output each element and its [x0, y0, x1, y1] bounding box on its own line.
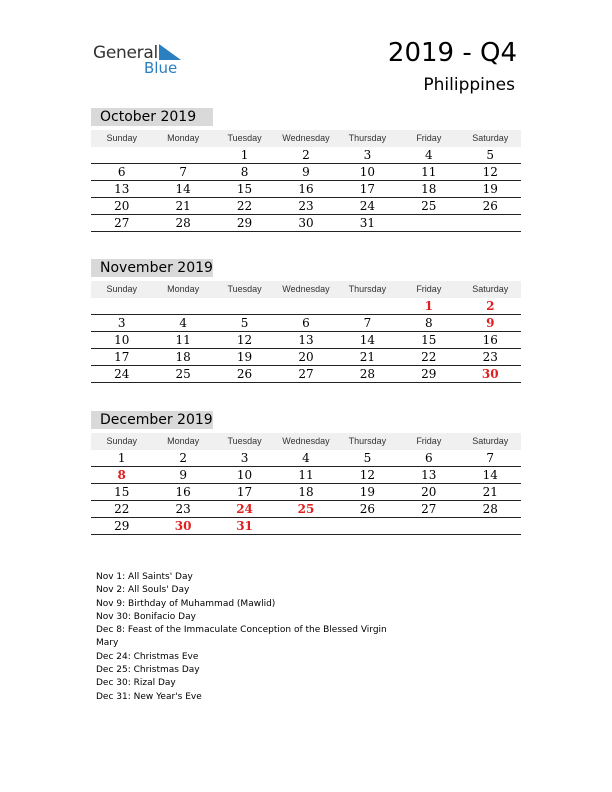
weekday-label: Friday: [416, 284, 442, 294]
country-name: Philippines: [423, 75, 515, 95]
day-cell: 12: [482, 165, 498, 179]
week-row: [91, 467, 521, 484]
month-title: October 2019: [91, 108, 213, 126]
day-cell: 17: [236, 485, 253, 499]
month-grid: [91, 281, 521, 383]
day-cell: [275, 518, 336, 534]
week-row: [91, 366, 521, 383]
day-cell: 26: [236, 367, 253, 381]
day-cell: 28: [359, 367, 376, 381]
day-cell: 21: [359, 350, 376, 364]
logo-general-text: General: [93, 43, 158, 63]
day-cell: [91, 147, 152, 163]
day-cell: [398, 215, 459, 231]
day-cell: 16: [298, 182, 314, 196]
day-cell: 20: [114, 199, 130, 213]
month-title: December 2019: [91, 411, 213, 429]
day-cell: 9: [179, 468, 187, 482]
day-cell: 13: [298, 333, 314, 347]
day-cell: 30: [481, 367, 499, 381]
day-cell: 27: [298, 367, 314, 381]
day-cell: 28: [175, 216, 191, 230]
day-cell: 20: [298, 350, 314, 364]
week-row: [91, 332, 521, 349]
day-cell: 23: [482, 350, 498, 364]
day-cell: 8: [425, 316, 433, 330]
week-row: [91, 147, 521, 164]
weekday-label: Thursday: [348, 436, 387, 446]
weekday-label: Sunday: [106, 284, 137, 294]
page-title: 2019 - Q4: [387, 38, 517, 68]
weekday-header: [91, 281, 521, 298]
weekday-header: [91, 130, 521, 147]
day-cell: [460, 518, 521, 534]
day-cell: 23: [298, 199, 314, 213]
day-cell: 12: [236, 333, 253, 347]
day-cell: 9: [486, 316, 495, 330]
day-cell: 19: [359, 485, 376, 499]
day-cell: 8: [240, 165, 249, 179]
day-cell: 19: [482, 182, 498, 196]
day-cell: 1: [240, 148, 249, 162]
week-row: [91, 298, 521, 315]
weekday-label: Saturday: [472, 284, 509, 294]
weekday-label: Thursday: [348, 284, 387, 294]
day-cell: [398, 518, 459, 534]
day-cell: 5: [486, 148, 495, 162]
day-cell: 11: [298, 468, 314, 482]
weekday-label: Friday: [416, 133, 442, 143]
month-block: [91, 411, 521, 535]
week-row: [91, 484, 521, 501]
day-cell: [152, 298, 213, 314]
day-cell: 12: [359, 468, 376, 482]
day-cell: 18: [175, 350, 191, 364]
day-cell: 18: [298, 485, 314, 499]
day-cell: 29: [421, 367, 437, 381]
logo-triangle-icon: [159, 44, 181, 60]
day-cell: 30: [174, 519, 192, 533]
weekday-label: Wednesday: [282, 284, 330, 294]
day-cell: 22: [114, 502, 130, 516]
day-cell: 16: [175, 485, 191, 499]
day-cell: 25: [297, 502, 315, 516]
holiday-note: Dec 25: Christmas Day: [96, 665, 200, 676]
day-cell: 15: [421, 333, 437, 347]
day-cell: 30: [298, 216, 314, 230]
day-cell: 21: [175, 199, 191, 213]
logo: [93, 40, 193, 80]
day-cell: 19: [236, 350, 253, 364]
day-cell: 22: [236, 199, 253, 213]
holiday-notes: [96, 571, 387, 704]
weekday-label: Tuesday: [227, 284, 262, 294]
day-cell: 14: [175, 182, 191, 196]
day-cell: 24: [359, 199, 376, 213]
day-cell: 17: [114, 350, 130, 364]
holiday-note: Nov 1: All Saints' Day: [96, 572, 193, 582]
day-cell: 26: [359, 502, 376, 516]
weekday-label: Wednesday: [282, 436, 330, 446]
month-block: [91, 259, 521, 383]
week-row: [91, 450, 521, 467]
day-cell: 7: [363, 316, 372, 330]
day-cell: 25: [421, 199, 437, 213]
holiday-note: Dec 31: New Year's Eve: [96, 691, 202, 702]
weekday-label: Monday: [167, 284, 200, 294]
day-cell: 2: [179, 451, 187, 465]
weekday-label: Wednesday: [282, 133, 330, 143]
day-cell: 23: [175, 502, 191, 516]
day-cell: 5: [240, 316, 249, 330]
holiday-note: Nov 9: Birthday of Muhammad (Mawlid): [96, 598, 276, 609]
day-cell: 21: [482, 485, 498, 499]
day-cell: 7: [486, 451, 495, 465]
week-row: [91, 164, 521, 181]
day-cell: 2: [302, 148, 310, 162]
day-cell: [337, 298, 398, 314]
day-cell: 4: [179, 316, 187, 330]
week-row: [91, 198, 521, 215]
day-cell: 20: [421, 485, 437, 499]
weekday-label: Thursday: [348, 133, 387, 143]
day-cell: 22: [421, 350, 437, 364]
weekday-label: Tuesday: [227, 133, 262, 143]
day-cell: 29: [114, 519, 130, 533]
day-cell: 25: [175, 367, 191, 381]
day-cell: [91, 298, 152, 314]
day-cell: 29: [236, 216, 253, 230]
day-cell: 15: [114, 485, 130, 499]
day-cell: 10: [114, 333, 130, 347]
day-cell: 31: [236, 519, 253, 533]
day-cell: [214, 298, 275, 314]
day-cell: 9: [302, 165, 310, 179]
holiday-note: Nov 30: Bonifacio Day: [96, 611, 196, 622]
holiday-note: Dec 30: Rizal Day: [96, 678, 176, 689]
day-cell: 11: [175, 333, 191, 347]
day-cell: [275, 298, 336, 314]
month-block: [91, 108, 521, 232]
weekday-label: Saturday: [472, 133, 509, 143]
week-row: [91, 518, 521, 535]
day-cell: [337, 518, 398, 534]
holiday-note: Mary: [96, 638, 119, 649]
day-cell: 7: [179, 165, 187, 179]
day-cell: 5: [363, 451, 372, 465]
weekday-label: Tuesday: [227, 436, 262, 446]
day-cell: 1: [424, 299, 433, 313]
weekday-label: Friday: [416, 436, 442, 446]
day-cell: 27: [114, 216, 130, 230]
day-cell: 15: [236, 182, 253, 196]
day-cell: 26: [482, 199, 498, 213]
day-cell: 10: [236, 468, 253, 482]
holiday-note: Nov 2: All Souls' Day: [96, 585, 190, 596]
day-cell: 8: [117, 468, 126, 482]
weekday-label: Monday: [167, 133, 200, 143]
day-cell: 31: [359, 216, 376, 230]
day-cell: 2: [486, 299, 495, 313]
month-grid: [91, 433, 521, 535]
day-cell: 28: [482, 502, 498, 516]
week-row: [91, 349, 521, 366]
day-cell: 6: [302, 316, 310, 330]
day-cell: 27: [421, 502, 437, 516]
day-cell: 3: [117, 316, 126, 330]
weekday-label: Sunday: [106, 133, 137, 143]
day-cell: 14: [482, 468, 498, 482]
day-cell: 6: [425, 451, 433, 465]
month-title: November 2019: [91, 259, 213, 277]
weekday-label: Sunday: [106, 436, 137, 446]
day-cell: 14: [359, 333, 376, 347]
week-row: [91, 501, 521, 518]
day-cell: 10: [359, 165, 376, 179]
day-cell: 24: [236, 502, 253, 516]
week-row: [91, 215, 521, 232]
day-cell: 3: [363, 148, 372, 162]
day-cell: 16: [482, 333, 498, 347]
day-cell: 18: [421, 182, 437, 196]
day-cell: 13: [114, 182, 130, 196]
day-cell: 4: [302, 451, 310, 465]
day-cell: 4: [425, 148, 433, 162]
week-row: [91, 181, 521, 198]
day-cell: [152, 147, 213, 163]
weekday-label: Monday: [167, 436, 200, 446]
day-cell: 3: [240, 451, 249, 465]
logo-blue-text: Blue: [144, 59, 178, 77]
day-cell: 1: [117, 451, 126, 465]
weekday-label: Saturday: [472, 436, 509, 446]
day-cell: 24: [114, 367, 130, 381]
day-cell: [460, 215, 521, 231]
holiday-note: Dec 24: Christmas Eve: [96, 651, 199, 662]
day-cell: 11: [421, 165, 437, 179]
weekday-header: [91, 433, 521, 450]
day-cell: 6: [117, 165, 126, 179]
holiday-note: Dec 8: Feast of the Immaculate Conception of the Blessed Virgin: [96, 625, 387, 636]
week-row: [91, 315, 521, 332]
day-cell: 17: [359, 182, 376, 196]
day-cell: 13: [421, 468, 437, 482]
month-grid: [91, 130, 521, 232]
